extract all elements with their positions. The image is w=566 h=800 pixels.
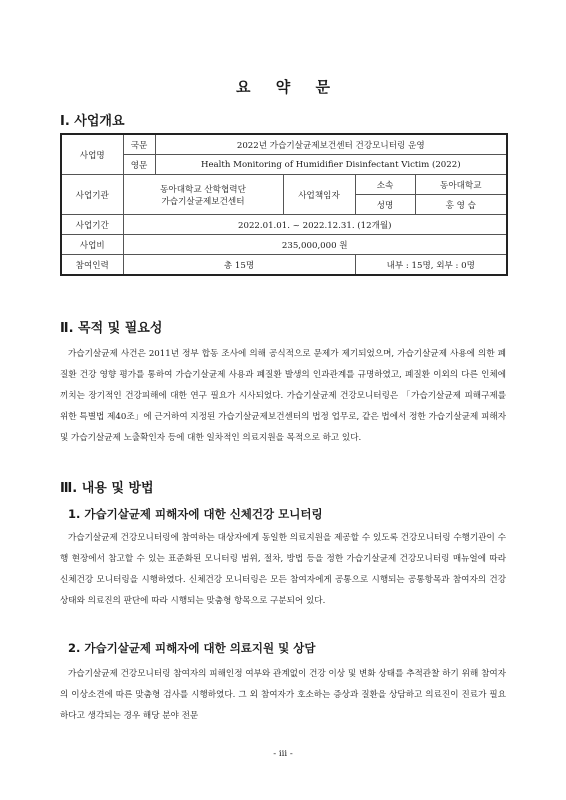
page-number: - iii - <box>273 749 293 759</box>
staff-label: 참여인력 <box>61 255 123 276</box>
staff-total: 총 15명 <box>123 255 355 276</box>
medical-support-paragraph: 가습기살균제 건강모니터링 참여자의 피해인정 여부와 관계없이 건강 이상 및 변화 상태를 추적관찰 하기 위해 참여자의 이상소견에 따른 맞춤형 검사를 시행하였다. 그 외 참여자가 호소하는 증상과 질환을 상담하고 의료진이 진료가 필요하다고 생각되는 경우 해당 분야 전문 <box>60 669 506 721</box>
budget-label: 사업비 <box>61 235 123 255</box>
section-heading-overview: Ⅰ. 사업개요 <box>60 114 125 129</box>
english-project-name: Health Monitoring of Humidifier Disinfectant Victim (2022) <box>155 155 507 175</box>
subsection-heading-medical-support: 2. 가습기살균제 피해자에 대한 의료지원 및 상담 <box>68 641 316 655</box>
pi-name-value: 홍 영 습 <box>415 195 507 215</box>
pi-name-label: 성명 <box>355 195 415 215</box>
affiliation-label: 소속 <box>355 175 415 195</box>
org-value <box>123 175 283 215</box>
period-value: 2022.01.01. ~ 2022.12.31. (12개월) <box>123 215 507 235</box>
page-title: 요 약 문 <box>236 78 330 96</box>
korean-project-name: 2022년 가습기살균제보건센터 건강모니터링 운영 <box>155 134 507 155</box>
section-heading-methods: Ⅲ. 내용 및 방법 <box>60 481 154 496</box>
period-label: 사업기간 <box>61 215 123 235</box>
purpose-paragraph: 가습기살균제 사건은 2011년 정부 합동 조사에 의해 공식적으로 문제가 제기되었으며, 가습기살균제 사용에 의한 폐질환 건강 영향 평가를 통하여 가습기살균제 사용과 폐질환 발생의 인과관계를 규명하였고, 폐질환 이외의 다른 인체에 끼치는 장기적인 건강피해에 대한 연구 필요가 시사되었다. 가습기살균제 건강모니터링은 「가습기살균제 피해구제를 위한 특별법 제40조」에 근거하여 지정된 가습기살균제보건센터의 법정 업무로, 같은 법에서 정한 가습기살균제 피해자 및 가습기살균제 노출확인자 등에 대한 일차적인 의료지원을 목적으로 하고 있다. <box>60 349 506 443</box>
korean-label: 국문 <box>123 134 155 155</box>
pi-label: 사업책임자 <box>283 175 355 215</box>
project-summary-table <box>60 133 508 276</box>
physical-monitoring-paragraph: 가습기살균제 건강모니터링에 참여하는 대상자에게 동일한 의료지원을 제공할 수 있도록 건강모니터링 수행기관이 수행 현장에서 참고할 수 있는 표준화된 모니터링 범위, 절차, 방법 등을 정한 가습기살균제 건강모니터링 매뉴얼에 따라 신체건강 모니터링을 시행하였다. 신체건강 모니터링은 모든 참여자에게 공통으로 시행되는 공통항목과 참여자의 건강 상태와 의료진의 판단에 따라 시행되는 맞춤형 항목으로 구분되어 있다. <box>60 533 506 606</box>
budget-value: 235,000,000 원 <box>123 235 507 255</box>
org-line-1: 동아대학교 산학협력단 <box>160 184 246 195</box>
org-line-2: 가습기살균제보건센터 <box>161 196 245 207</box>
subsection-heading-physical-monitoring: 1. 가습기살균제 피해자에 대한 신체건강 모니터링 <box>68 507 323 521</box>
section-heading-purpose: Ⅱ. 목적 및 필요성 <box>60 321 163 336</box>
project-name-label: 사업명 <box>61 134 123 175</box>
org-label: 사업기관 <box>61 175 123 215</box>
staff-breakdown: 내부 : 15명, 외부 : 0명 <box>355 255 507 276</box>
english-label: 영문 <box>123 155 155 175</box>
affiliation-value: 동아대학교 <box>415 175 507 195</box>
